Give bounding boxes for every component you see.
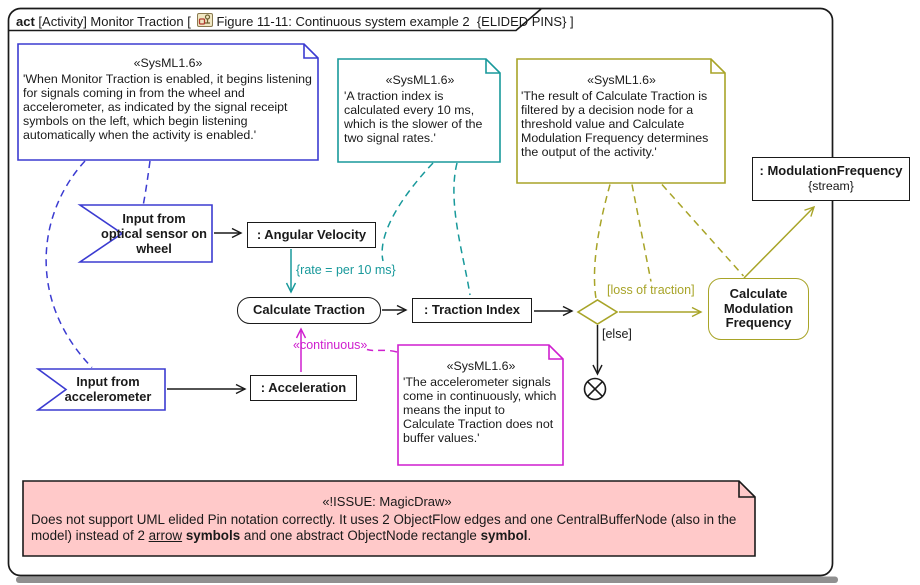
note-continuous bbox=[403, 360, 559, 445]
note-issue-body: Does not support UML elided Pin notation correctly. It uses 2 ObjectFlow edges and one CentralBufferNode (also in the model) instead of 2 arrow symbols and one abstract ObjectNode rectangle symbol. bbox=[31, 511, 737, 543]
note-continuous-body: 'The accelerometer signals come in continuously, which means the input to Calculate Traction does not buffer values.' bbox=[403, 374, 557, 445]
note-decision-body: 'The result of Calculate Traction is filtered by a decision node for a threshold value and Calculate Modulation Frequency determines the output of the activity.' bbox=[521, 88, 709, 159]
note-rate bbox=[344, 74, 496, 146]
signal-optical-label: Input from optical sensor on wheel bbox=[101, 210, 207, 257]
flow-final-node[interactable] bbox=[585, 379, 606, 400]
angular-velocity-label: : Angular Velocity bbox=[256, 226, 367, 242]
action-calc-modulation-frequency[interactable] bbox=[708, 278, 809, 340]
rate-constraint-label: {rate = per 10 ms} bbox=[296, 263, 396, 277]
note-issue bbox=[31, 494, 743, 545]
else-guard-label: [else] bbox=[602, 327, 632, 341]
calculate-traction-label: Calculate Traction bbox=[253, 302, 365, 318]
note-decision-stereotype: «SysML1.6» bbox=[587, 73, 656, 87]
object-node-angular-velocity[interactable] bbox=[247, 222, 376, 248]
parameter-node-modulation-frequency[interactable] bbox=[752, 157, 910, 201]
mod-freq-label: : ModulationFrequency bbox=[759, 163, 903, 179]
continuous-stereotype-label: «continuous» bbox=[293, 338, 368, 352]
note-enable-body: 'When Monitor Traction is enabled, it begins listening for signals coming in from the wheel and accelerometer, as indicated by the signal receipt symbols on the left, which begin listening automatically when the activity is enabled.' bbox=[23, 71, 312, 142]
frame-tab bbox=[16, 13, 574, 30]
frame-diagram-title: Figure 11-11: Continuous system example 2 {ELIDED PINS} ] bbox=[216, 14, 574, 29]
action-calculate-traction[interactable] bbox=[237, 297, 381, 324]
note-continuous-stereotype: «SysML1.6» bbox=[446, 359, 516, 373]
note-enable-stereotype: «SysML1.6» bbox=[133, 56, 203, 70]
object-node-traction-index[interactable] bbox=[412, 298, 532, 323]
frame-header-text: [Activity] Monitor Traction [ bbox=[34, 14, 195, 29]
frame-shadow bbox=[16, 577, 838, 584]
note-rate-body: 'A traction index is calculated every 10 ms, which is the slower of the two signal rates.' bbox=[344, 88, 483, 145]
mod-freq-stream-constraint: {stream} bbox=[808, 179, 854, 194]
traction-index-label: : Traction Index bbox=[423, 302, 521, 318]
object-node-acceleration[interactable] bbox=[250, 375, 357, 401]
note-issue-stereotype: «!ISSUE: MagicDraw» bbox=[322, 494, 452, 509]
loss-of-traction-guard-label: [loss of traction] bbox=[607, 283, 695, 297]
frame-keyword: act bbox=[16, 14, 35, 29]
calc-mod-freq-label: Calculate Modulation Frequency bbox=[723, 285, 794, 331]
note-rate-stereotype: «SysML1.6» bbox=[385, 73, 455, 87]
signal-accel-label: Input from accelerometer bbox=[64, 373, 152, 404]
note-enable bbox=[23, 57, 313, 142]
note-decision bbox=[521, 74, 722, 159]
diagram-icon bbox=[197, 13, 213, 30]
acceleration-label: : Acceleration bbox=[260, 379, 347, 395]
